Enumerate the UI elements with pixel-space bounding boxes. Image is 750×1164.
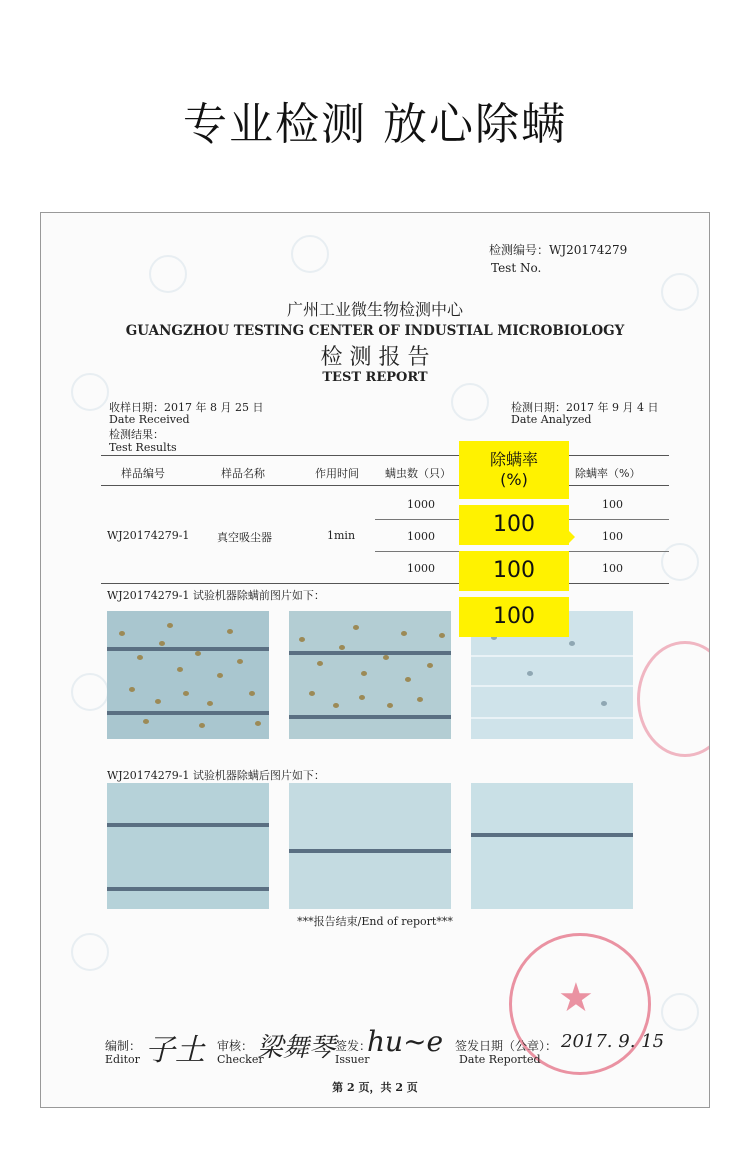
- before-photo-1: [107, 611, 269, 739]
- page-footer: 第 2 页，共 2 页: [332, 1081, 418, 1094]
- editor-signature: 子土: [145, 1033, 205, 1068]
- watermark-logo: [661, 543, 699, 581]
- table-cell-count: 1000: [407, 498, 435, 511]
- test-number-line: [489, 241, 627, 258]
- test-results-cn: 检测结果：: [109, 428, 164, 441]
- checker-label-en: Checker: [217, 1053, 264, 1066]
- date-received-cn: 收样日期：2017 年 8 月 25 日: [109, 401, 264, 414]
- signature-date: 2017. 9. 15: [561, 1031, 665, 1052]
- overlay-removal-rate-header: [459, 441, 569, 499]
- page-headline: 专业检测 放心除螨: [183, 99, 567, 150]
- table-cell-count: 1000: [407, 530, 435, 543]
- table-cell-sample-id: WJ20174279-1: [107, 529, 190, 542]
- before-photo-2: [289, 611, 451, 739]
- table-cell-duration: 1min: [327, 529, 356, 542]
- table-cell-count: 1000: [407, 562, 435, 575]
- overlay-rate-value: 100: [459, 551, 569, 591]
- report-title-cn: 检 测 报 告: [320, 345, 430, 370]
- report-title-en: TEST REPORT: [322, 370, 428, 385]
- table-cell-rate: 100: [602, 562, 623, 575]
- overlay-header-line2: (%): [500, 470, 528, 489]
- seal-star-icon: ★: [558, 975, 594, 1021]
- overlay-rate-value: 100: [459, 505, 569, 545]
- after-photos-caption: WJ20174279-1 试验机器除螨后图片如下：: [107, 769, 325, 782]
- table-header-removal-rate: 除螨率（%）: [575, 467, 641, 480]
- issuer-label-en: Issuer: [335, 1053, 370, 1066]
- test-report-document: [40, 212, 710, 1108]
- organization-name-en: GUANGZHOU TESTING CENTER OF INDUSTIAL MICROBIOLOGY: [125, 323, 625, 339]
- date-analyzed-cn: 检测日期：2017 年 9 月 4 日: [511, 401, 659, 414]
- overlay-rate-value: 100: [459, 597, 569, 637]
- checker-label-cn: 审核：: [217, 1039, 254, 1053]
- editor-label-en: Editor: [105, 1053, 140, 1066]
- table-header-sample-id: 样品编号: [121, 467, 165, 480]
- table-cell-rate: 100: [602, 530, 623, 543]
- after-photo-1: [107, 783, 269, 909]
- before-photos-caption: WJ20174279-1 试验机器除螨前图片如下：: [107, 589, 325, 602]
- watermark-logo: [451, 383, 489, 421]
- date-received-en: Date Received: [109, 413, 190, 426]
- date-analyzed-en: Date Analyzed: [511, 413, 592, 426]
- table-bottom-rule: [101, 583, 669, 584]
- issuer-label-cn: 签发：: [335, 1039, 372, 1053]
- table-top-rule: [101, 455, 669, 456]
- table-header-sample-name: 样品名称: [221, 467, 265, 480]
- issuer-signature: hu~e: [367, 1025, 444, 1058]
- editor-label-cn: 编制：: [105, 1039, 142, 1053]
- organization-name-cn: 广州工业微生物检测中心: [286, 300, 463, 319]
- table-cell-sample-name: 真空吸尘器: [217, 531, 272, 544]
- watermark-logo: [661, 993, 699, 1031]
- test-number-label-en: Test No.: [491, 261, 542, 275]
- watermark-logo: [71, 933, 109, 971]
- table-header-rule: [101, 485, 669, 486]
- table-cell-rate: 100: [602, 498, 623, 511]
- after-photo-3: [471, 783, 633, 909]
- end-of-report-note: ***报告结束/End of report***: [297, 915, 453, 928]
- overlay-header-line1: 除螨率: [489, 450, 538, 469]
- page-seal-stamp: [637, 641, 710, 757]
- watermark-logo: [149, 255, 187, 293]
- checker-signature: 梁舞琴: [257, 1033, 336, 1063]
- after-photo-2: [289, 783, 451, 909]
- watermark-logo: [291, 235, 329, 273]
- table-header-duration: 作用时间: [315, 467, 359, 480]
- date-reported-label-cn: 签发日期（公章）：: [455, 1039, 558, 1053]
- table-header-mite-count: 螨虫数（只）: [385, 467, 451, 480]
- test-number-label: 检测编号：: [489, 243, 550, 257]
- test-number-value: WJ20174279: [549, 243, 628, 257]
- date-reported-label-en: Date Reported: [459, 1053, 541, 1066]
- watermark-logo: [71, 673, 109, 711]
- test-results-en: Test Results: [109, 441, 177, 454]
- overlay-pointer: [569, 531, 575, 543]
